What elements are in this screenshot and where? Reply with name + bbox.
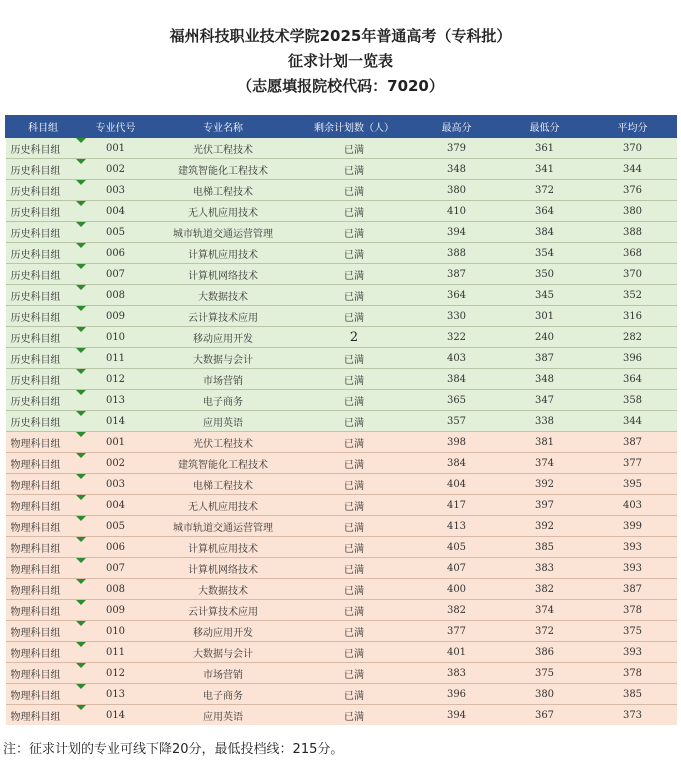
avg-score-cell: 344: [589, 159, 677, 180]
major-name-cell: 城市轨道交通运营管理: [151, 222, 296, 243]
table-row: [6, 306, 677, 327]
remaining-plan-cell: 已满: [296, 705, 413, 726]
max-score-cell: 405: [413, 537, 501, 558]
table-row: [6, 705, 677, 726]
table-row: [6, 222, 677, 243]
major-code-cell: 011: [81, 642, 151, 663]
min-score-cell: 361: [501, 138, 589, 159]
major-code-cell: 007: [81, 264, 151, 285]
major-name-cell: 计算机网络技术: [151, 264, 296, 285]
major-code-cell: 003: [81, 180, 151, 201]
header-avg-score: 平均分: [589, 116, 677, 138]
max-score-cell: 382: [413, 600, 501, 621]
remaining-plan-cell: 已满: [296, 495, 413, 516]
major-code-cell: 013: [81, 390, 151, 411]
max-score-cell: 417: [413, 495, 501, 516]
major-code-cell: 002: [81, 453, 151, 474]
min-score-cell: 374: [501, 600, 589, 621]
avg-score-cell: 282: [589, 327, 677, 348]
min-score-cell: 374: [501, 453, 589, 474]
table-header-row: [6, 116, 677, 138]
major-code-cell: 004: [81, 201, 151, 222]
remaining-plan-cell: 已满: [296, 285, 413, 306]
major-code-cell: 011: [81, 348, 151, 369]
min-score-cell: 392: [501, 516, 589, 537]
table-row: [6, 327, 677, 348]
subject-group-cell: 历史科目组: [6, 306, 81, 327]
table-row: [6, 642, 677, 663]
subject-group-cell: 历史科目组: [6, 138, 81, 159]
table-row: [6, 432, 677, 453]
major-code-cell: 008: [81, 285, 151, 306]
subject-group-cell: 历史科目组: [6, 285, 81, 306]
min-score-cell: 385: [501, 537, 589, 558]
remaining-plan-cell: 已满: [296, 516, 413, 537]
avg-score-cell: 377: [589, 453, 677, 474]
min-score-cell: 375: [501, 663, 589, 684]
min-score-cell: 364: [501, 201, 589, 222]
subject-group-cell: 物理科目组: [6, 663, 81, 684]
remaining-plan-cell: 已满: [296, 180, 413, 201]
header-max-score: 最高分: [413, 116, 501, 138]
major-name-cell: 建筑智能化工程技术: [151, 159, 296, 180]
subject-group-cell: 物理科目组: [6, 537, 81, 558]
table-row: [6, 516, 677, 537]
remaining-plan-cell: 已满: [296, 306, 413, 327]
remaining-plan-cell: 已满: [296, 411, 413, 432]
header-subject-group: 科目组: [6, 116, 81, 138]
major-name-cell: 建筑智能化工程技术: [151, 453, 296, 474]
max-score-cell: 384: [413, 453, 501, 474]
max-score-cell: 365: [413, 390, 501, 411]
remaining-plan-cell: 已满: [296, 264, 413, 285]
remaining-plan-cell: 已满: [296, 474, 413, 495]
remaining-plan-cell: 已满: [296, 537, 413, 558]
major-name-cell: 移动应用开发: [151, 327, 296, 348]
avg-score-cell: 373: [589, 705, 677, 726]
major-code-cell: 014: [81, 705, 151, 726]
major-name-cell: 电梯工程技术: [151, 474, 296, 495]
major-code-cell: 010: [81, 327, 151, 348]
avg-score-cell: 399: [589, 516, 677, 537]
table-row: [6, 621, 677, 642]
max-score-cell: 394: [413, 222, 501, 243]
subject-group-cell: 历史科目组: [6, 348, 81, 369]
max-score-cell: 383: [413, 663, 501, 684]
avg-score-cell: 364: [589, 369, 677, 390]
major-name-cell: 电子商务: [151, 390, 296, 411]
subject-group-cell: 物理科目组: [6, 474, 81, 495]
avg-score-cell: 316: [589, 306, 677, 327]
major-code-cell: 006: [81, 243, 151, 264]
min-score-cell: 381: [501, 432, 589, 453]
header-remaining-plan: 剩余计划数（人）: [296, 116, 413, 138]
major-name-cell: 电子商务: [151, 684, 296, 705]
remaining-plan-cell: 已满: [296, 432, 413, 453]
subject-group-cell: 历史科目组: [6, 264, 81, 285]
remaining-plan-cell: 已满: [296, 201, 413, 222]
min-score-cell: 372: [501, 621, 589, 642]
table-row: [6, 453, 677, 474]
major-code-cell: 009: [81, 600, 151, 621]
remaining-plan-cell: 已满: [296, 138, 413, 159]
subject-group-cell: 历史科目组: [6, 327, 81, 348]
min-score-cell: 240: [501, 327, 589, 348]
min-score-cell: 380: [501, 684, 589, 705]
max-score-cell: 357: [413, 411, 501, 432]
table-row: [6, 663, 677, 684]
major-name-cell: 大数据与会计: [151, 642, 296, 663]
subject-group-cell: 物理科目组: [6, 642, 81, 663]
subject-group-cell: 历史科目组: [6, 180, 81, 201]
major-code-cell: 005: [81, 516, 151, 537]
table-row: [6, 579, 677, 600]
major-name-cell: 大数据技术: [151, 579, 296, 600]
max-score-cell: 401: [413, 642, 501, 663]
max-score-cell: 330: [413, 306, 501, 327]
major-code-cell: 008: [81, 579, 151, 600]
page-title: 福州科技职业技术学院2025年普通高考（专科批）: [169, 27, 512, 45]
remaining-plan-cell: 已满: [296, 579, 413, 600]
table-body: [6, 138, 677, 726]
major-name-cell: 计算机应用技术: [151, 243, 296, 264]
major-name-cell: 市场营销: [151, 663, 296, 684]
table-row: [6, 138, 677, 159]
footnote: 注：征求计划的专业可线下降20分，最低投档线：215分。: [3, 742, 344, 757]
table-row: [6, 369, 677, 390]
major-name-cell: 大数据技术: [151, 285, 296, 306]
subject-group-cell: 物理科目组: [6, 495, 81, 516]
subject-group-cell: 历史科目组: [6, 369, 81, 390]
subject-group-cell: 物理科目组: [6, 558, 81, 579]
table-row: [6, 285, 677, 306]
max-score-cell: 407: [413, 558, 501, 579]
avg-score-cell: 387: [589, 579, 677, 600]
max-score-cell: 348: [413, 159, 501, 180]
avg-score-cell: 352: [589, 285, 677, 306]
subject-group-cell: 历史科目组: [6, 243, 81, 264]
avg-score-cell: 378: [589, 663, 677, 684]
major-code-cell: 007: [81, 558, 151, 579]
remaining-plan-cell: 2: [296, 327, 413, 348]
title-block: [0, 0, 681, 99]
avg-score-cell: 393: [589, 537, 677, 558]
min-score-cell: 383: [501, 558, 589, 579]
subject-group-cell: 物理科目组: [6, 453, 81, 474]
remaining-plan-cell: 已满: [296, 222, 413, 243]
major-code-cell: 002: [81, 159, 151, 180]
major-code-cell: 004: [81, 495, 151, 516]
header-major-name: 专业名称: [151, 116, 296, 138]
table-row: [6, 201, 677, 222]
subject-group-cell: 历史科目组: [6, 390, 81, 411]
min-score-cell: 348: [501, 369, 589, 390]
max-score-cell: 413: [413, 516, 501, 537]
min-score-cell: 387: [501, 348, 589, 369]
subject-group-cell: 物理科目组: [6, 705, 81, 726]
max-score-cell: 403: [413, 348, 501, 369]
avg-score-cell: 378: [589, 600, 677, 621]
major-name-cell: 应用英语: [151, 705, 296, 726]
max-score-cell: 384: [413, 369, 501, 390]
min-score-cell: 384: [501, 222, 589, 243]
min-score-cell: 301: [501, 306, 589, 327]
page-subtitle: 征求计划一览表: [287, 52, 393, 70]
remaining-plan-cell: 已满: [296, 663, 413, 684]
major-name-cell: 光伏工程技术: [151, 138, 296, 159]
avg-score-cell: 370: [589, 138, 677, 159]
max-score-cell: 398: [413, 432, 501, 453]
min-score-cell: 347: [501, 390, 589, 411]
major-name-cell: 移动应用开发: [151, 621, 296, 642]
table-row: [6, 348, 677, 369]
remaining-plan-cell: 已满: [296, 159, 413, 180]
table-row: [6, 243, 677, 264]
avg-score-cell: 387: [589, 432, 677, 453]
major-name-cell: 城市轨道交通运营管理: [151, 516, 296, 537]
major-code-cell: 013: [81, 684, 151, 705]
subject-group-cell: 物理科目组: [6, 516, 81, 537]
avg-score-cell: 388: [589, 222, 677, 243]
max-score-cell: 410: [413, 201, 501, 222]
table-row: [6, 537, 677, 558]
avg-score-cell: 393: [589, 642, 677, 663]
table-row: [6, 558, 677, 579]
subject-group-cell: 物理科目组: [6, 432, 81, 453]
major-name-cell: 无人机应用技术: [151, 495, 296, 516]
subject-group-cell: 物理科目组: [6, 621, 81, 642]
remaining-plan-cell: 已满: [296, 621, 413, 642]
max-score-cell: 387: [413, 264, 501, 285]
header-min-score: 最低分: [501, 116, 589, 138]
table-row: [6, 684, 677, 705]
table-row: [6, 411, 677, 432]
major-code-cell: 014: [81, 411, 151, 432]
avg-score-cell: 368: [589, 243, 677, 264]
subject-group-cell: 物理科目组: [6, 684, 81, 705]
major-name-cell: 云计算技术应用: [151, 600, 296, 621]
min-score-cell: 338: [501, 411, 589, 432]
remaining-plan-cell: 已满: [296, 684, 413, 705]
avg-score-cell: 375: [589, 621, 677, 642]
avg-score-cell: 380: [589, 201, 677, 222]
avg-score-cell: 370: [589, 264, 677, 285]
major-name-cell: 应用英语: [151, 411, 296, 432]
major-code-cell: 005: [81, 222, 151, 243]
table-row: [6, 600, 677, 621]
table-row: [6, 495, 677, 516]
major-name-cell: 市场营销: [151, 369, 296, 390]
table-row: [6, 159, 677, 180]
max-score-cell: 388: [413, 243, 501, 264]
max-score-cell: 404: [413, 474, 501, 495]
min-score-cell: 372: [501, 180, 589, 201]
major-name-cell: 电梯工程技术: [151, 180, 296, 201]
avg-score-cell: 395: [589, 474, 677, 495]
max-score-cell: 364: [413, 285, 501, 306]
major-code-cell: 012: [81, 369, 151, 390]
enrollment-plan-table: [5, 115, 677, 725]
major-code-cell: 003: [81, 474, 151, 495]
min-score-cell: 392: [501, 474, 589, 495]
max-score-cell: 322: [413, 327, 501, 348]
major-code-cell: 006: [81, 537, 151, 558]
remaining-plan-cell: 已满: [296, 558, 413, 579]
major-code-cell: 009: [81, 306, 151, 327]
major-name-cell: 大数据与会计: [151, 348, 296, 369]
remaining-plan-cell: 已满: [296, 369, 413, 390]
subject-group-cell: 历史科目组: [6, 411, 81, 432]
min-score-cell: 382: [501, 579, 589, 600]
major-code-cell: 001: [81, 138, 151, 159]
major-code-cell: 010: [81, 621, 151, 642]
remaining-plan-cell: 已满: [296, 642, 413, 663]
min-score-cell: 386: [501, 642, 589, 663]
min-score-cell: 367: [501, 705, 589, 726]
max-score-cell: 380: [413, 180, 501, 201]
table-row: [6, 474, 677, 495]
table-row: [6, 390, 677, 411]
major-name-cell: 光伏工程技术: [151, 432, 296, 453]
header-major-code: 专业代号: [81, 116, 151, 138]
subject-group-cell: 历史科目组: [6, 201, 81, 222]
min-score-cell: 350: [501, 264, 589, 285]
max-score-cell: 379: [413, 138, 501, 159]
major-name-cell: 计算机应用技术: [151, 537, 296, 558]
min-score-cell: 397: [501, 495, 589, 516]
major-name-cell: 无人机应用技术: [151, 201, 296, 222]
table-row: [6, 180, 677, 201]
table-row: [6, 264, 677, 285]
avg-score-cell: 344: [589, 411, 677, 432]
remaining-plan-cell: 已满: [296, 348, 413, 369]
institution-code: （志愿填报院校代码：7020）: [237, 77, 444, 95]
remaining-plan-cell: 已满: [296, 390, 413, 411]
max-score-cell: 396: [413, 684, 501, 705]
remaining-plan-cell: 已满: [296, 600, 413, 621]
subject-group-cell: 物理科目组: [6, 600, 81, 621]
remaining-plan-cell: 已满: [296, 243, 413, 264]
min-score-cell: 345: [501, 285, 589, 306]
subject-group-cell: 历史科目组: [6, 222, 81, 243]
avg-score-cell: 393: [589, 558, 677, 579]
min-score-cell: 354: [501, 243, 589, 264]
max-score-cell: 400: [413, 579, 501, 600]
major-code-cell: 012: [81, 663, 151, 684]
avg-score-cell: 376: [589, 180, 677, 201]
major-name-cell: 云计算技术应用: [151, 306, 296, 327]
min-score-cell: 341: [501, 159, 589, 180]
max-score-cell: 377: [413, 621, 501, 642]
subject-group-cell: 历史科目组: [6, 159, 81, 180]
avg-score-cell: 403: [589, 495, 677, 516]
remaining-plan-cell: 已满: [296, 453, 413, 474]
avg-score-cell: 396: [589, 348, 677, 369]
subject-group-cell: 物理科目组: [6, 579, 81, 600]
max-score-cell: 394: [413, 705, 501, 726]
major-code-cell: 001: [81, 432, 151, 453]
major-name-cell: 计算机网络技术: [151, 558, 296, 579]
avg-score-cell: 385: [589, 684, 677, 705]
avg-score-cell: 358: [589, 390, 677, 411]
